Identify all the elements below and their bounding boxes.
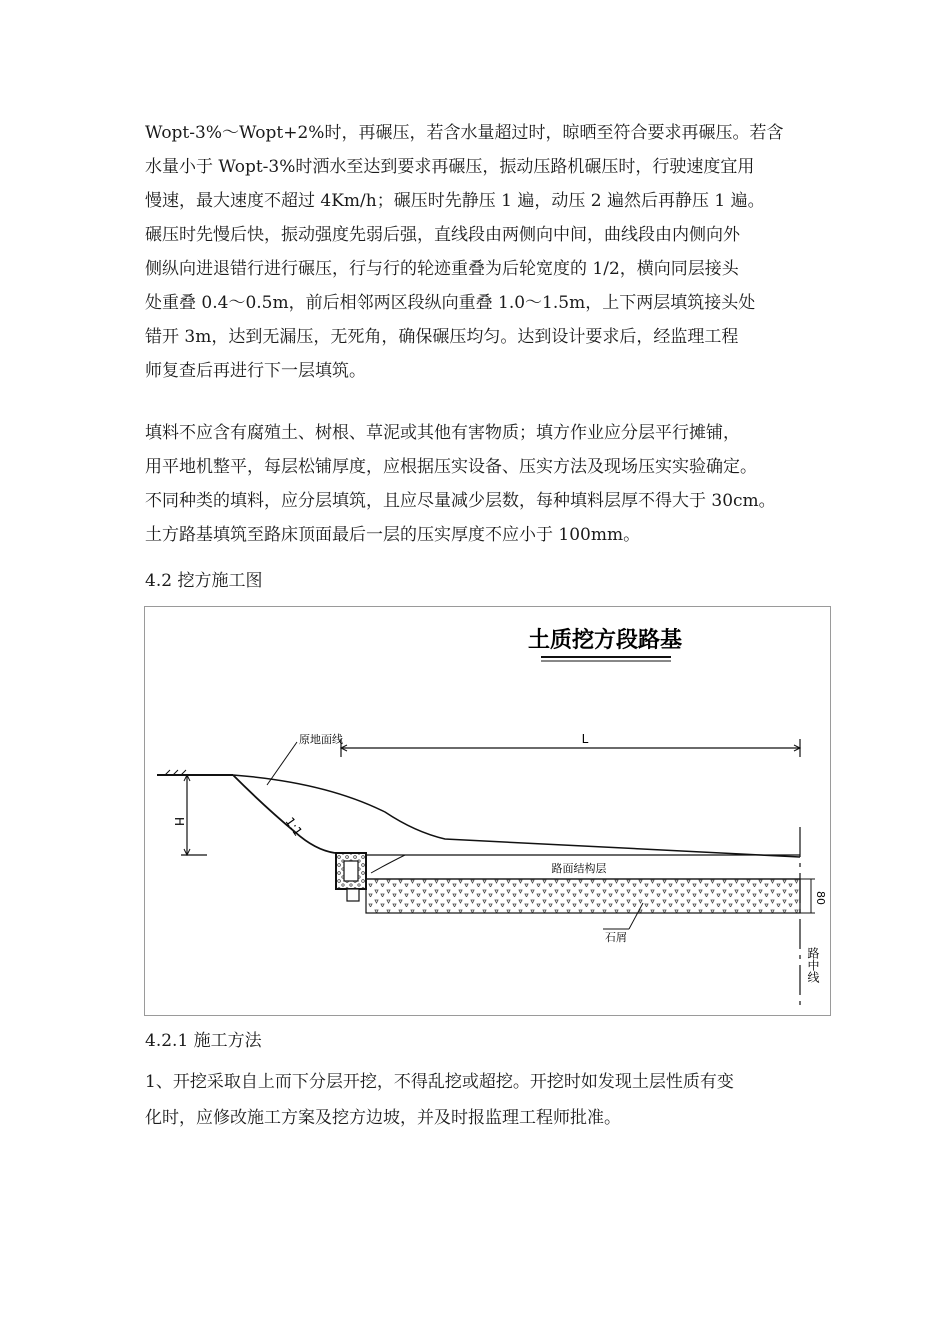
text-line: 慢速，最大速度不超过 4Km/h；碾压时先静压 1 遍，动压 2 遍然后再静压 1 遍。: [145, 191, 765, 211]
section-heading-4-2: 4.2 挖方施工图: [145, 571, 263, 591]
gravel-base-layer: [366, 879, 800, 913]
ditch-drain: [347, 889, 359, 901]
diagram-title: 土质挖方段路基: [527, 628, 683, 653]
excavation-diagram: [144, 606, 831, 1016]
text-line: 水量小于 Wopt-3%时洒水至达到要求再碾压，振动压路机碾压时，行驶速度宜用: [145, 157, 755, 177]
text-line: 不同种类的填料，应分层填筑，且应尽量减少层数，每种填料层厚不得大于 30cm。: [145, 491, 776, 511]
label-l: L: [581, 732, 589, 746]
leader-original-ground: [267, 742, 297, 785]
label-centerline-text: 路中线: [806, 947, 820, 983]
label-thickness: 80: [814, 891, 827, 905]
text-line: 土方路基填筑至路床顶面最后一层的压实厚度不应小于 100mm。: [145, 525, 641, 545]
text-line: 侧纵向进退错行进行碾压，行与行的轮迹重叠为后轮宽度的 1/2，横向同层接头: [145, 259, 739, 279]
paragraph-fill-material: [145, 416, 815, 552]
label-original-ground: 原地面线: [299, 733, 343, 746]
text-line: 碾压时先慢后快，振动强度先弱后强，直线段由两侧向中间，曲线段由内侧向外: [145, 225, 740, 245]
label-centerline: [806, 947, 820, 984]
text-line: 处重叠 0.4～0.5m，前后相邻两区段纵向重叠 1.0～1.5m，上下两层填筑接头处: [145, 293, 756, 313]
text-line: 用平地机整平，每层松铺厚度，应根据压实设备、压实方法及现场压实实验确定。: [145, 457, 757, 477]
text-line: 师复查后再进行下一层填筑。: [145, 361, 366, 381]
label-slope: 1:1: [282, 814, 306, 839]
label-gravel: 石屑: [605, 931, 627, 944]
paragraph-excavation-method: [145, 1064, 815, 1136]
text-line: 错开 3m，达到无漏压，无死角，确保碾压均匀。达到设计要求后，经监理工程: [145, 327, 739, 347]
label-pavement: 路面结构层: [551, 862, 607, 875]
text-line: 1、开挖采取自上而下分层开挖，不得乱挖或超挖。开挖时如发现土层性质有变: [145, 1072, 734, 1092]
text-line: Wopt-3%～Wopt+2%时，再碾压，若含水量超过时，晾晒至符合要求再碾压。若含: [145, 123, 784, 143]
pavement-leader: [371, 855, 405, 873]
text-line: 填料不应含有腐殖土、树根、草泥或其他有害物质；填方作业应分层平行摊铺，: [145, 423, 740, 443]
paragraph-compaction: [145, 116, 815, 388]
cut-slope-line: [233, 775, 335, 853]
section-heading-4-2-1: 4.2.1 施工方法: [145, 1031, 262, 1051]
text-line: 化时，应修改施工方案及挖方边坡，并及时报监理工程师批准。: [145, 1108, 621, 1128]
existing-ground-curve: [233, 775, 800, 857]
label-h: H: [172, 817, 186, 827]
ditch-inner: [344, 861, 358, 881]
